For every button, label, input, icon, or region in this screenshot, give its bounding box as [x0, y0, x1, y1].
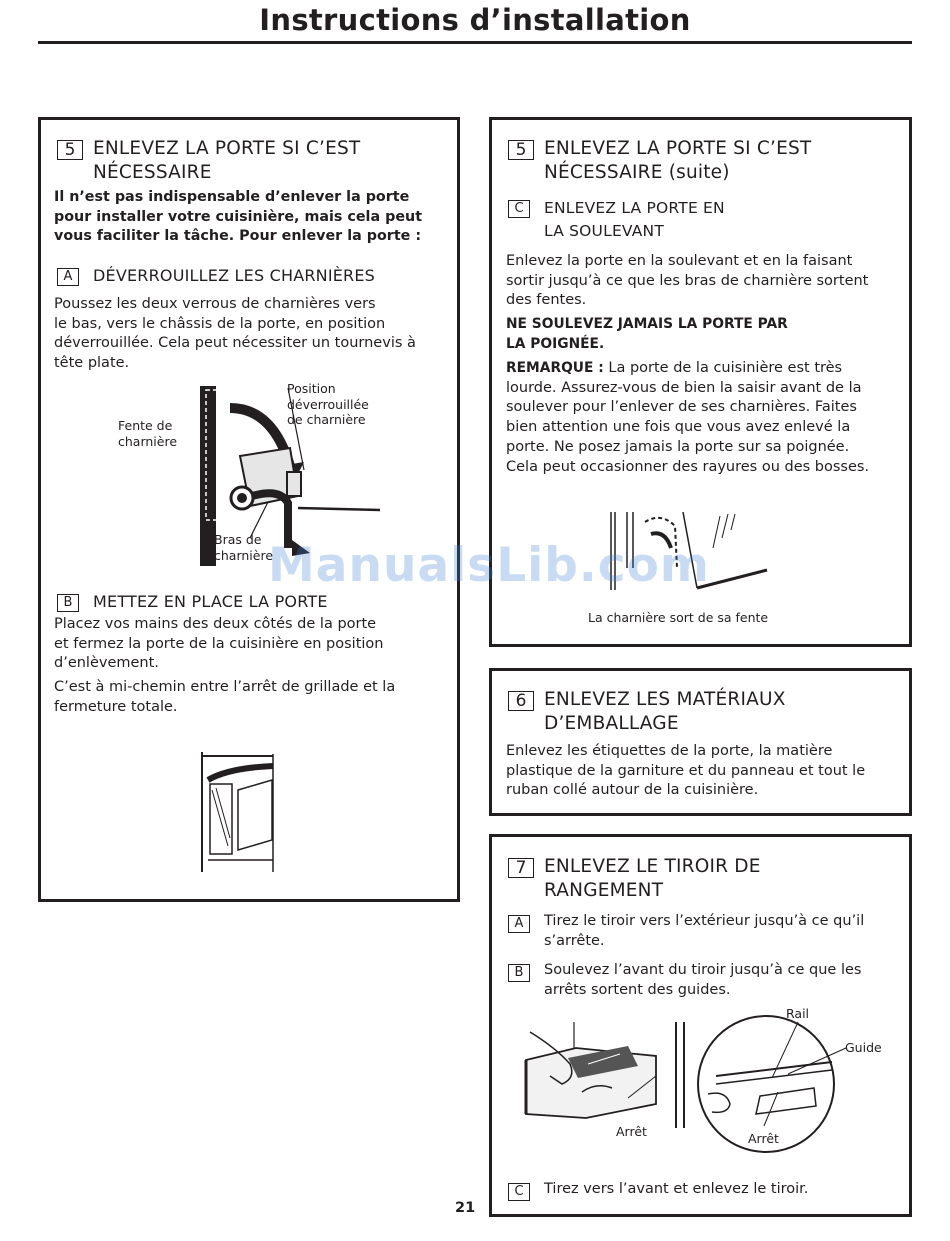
text-line: Soulevez l’avant du tiroir jusqu’à ce que les: [544, 962, 862, 978]
caption-arret-right: Arrêt: [748, 1131, 779, 1146]
caption-line: charnière: [118, 433, 178, 449]
text-line: NE SOULEVEZ JAMAIS LA PORTE PAR: [506, 316, 788, 332]
text-line: Cela peut occasionner des rayures ou des bosses.: [506, 458, 870, 475]
step-title-line: NÉCESSAIRE: [93, 162, 212, 183]
text-line: et fermez la porte de la cuisinière en position: [54, 635, 384, 652]
substep-letter: C: [508, 1183, 530, 1201]
caption-position: [287, 381, 369, 428]
text-line: des fentes.: [506, 292, 587, 309]
substep-b-text: [54, 615, 395, 718]
substep-title-line: ENLEVEZ LA PORTE EN: [544, 199, 725, 217]
intro-text: [54, 188, 422, 247]
substep-text: Tirez vers l’avant et enlevez le tiroir.: [544, 1181, 809, 1197]
step-number: 5: [508, 140, 534, 160]
substep-7b: [508, 961, 861, 1000]
step-5-heading: [57, 137, 360, 185]
step-title: [544, 688, 786, 736]
step-title-line: ENLEVEZ LA PORTE SI C’EST: [93, 138, 361, 159]
caption-line: déverrouillée: [287, 396, 369, 412]
text-line: Enlevez la porte en la soulevant et en la faisant: [506, 253, 853, 269]
drawer-illustration: [516, 1018, 846, 1153]
step-number: 5: [57, 140, 83, 160]
caption-charniere-sort: La charnière sort de sa fente: [588, 610, 769, 625]
page-number: 21: [455, 1200, 476, 1216]
caption-bras: [214, 532, 273, 563]
text-line: le bas, vers le châssis de la porte, en position: [54, 315, 386, 332]
substep-c-heading: [508, 197, 725, 243]
oven-door-illustration: [198, 750, 278, 875]
substep-7c: [508, 1180, 808, 1201]
caption-line: charnière: [214, 547, 274, 563]
text-line: Tirez le tiroir vers l’extérieur jusqu’à ce qu’il: [544, 913, 865, 929]
step-6-heading: [508, 688, 786, 736]
caption-line: de charnière: [287, 412, 366, 427]
substep-7a: [508, 912, 864, 951]
substep-title-line: LA SOULEVANT: [544, 222, 665, 240]
text-line: porte. Ne posez jamais la porte sur sa poignée.: [506, 438, 850, 455]
text-line: lourde. Assurez-vous de bien la saisir avant de la: [506, 379, 862, 396]
substep-letter: B: [57, 594, 79, 612]
text-line: Poussez les deux verrous de charnières vers: [54, 296, 376, 312]
text-line: Il n’est pas indispensable d’enlever la porte: [54, 189, 410, 205]
step-number: 7: [508, 858, 534, 878]
step-title-line: D’EMBALLAGE: [544, 713, 679, 734]
page-title: Instructions d’installation: [259, 3, 691, 37]
text-line: déverrouillée. Cela peut nécessiter un tournevis à: [54, 335, 416, 352]
text-line: plastique de la garniture et du panneau et tout le: [506, 762, 866, 779]
text-line: vous faciliter la tâche. Pour enlever la porte :: [54, 228, 422, 245]
step-title-line: RANGEMENT: [544, 880, 664, 901]
text-line: fermeture totale.: [54, 698, 178, 715]
note-text: [506, 359, 869, 477]
substep-letter: A: [57, 268, 79, 286]
text-line: tête plate.: [54, 355, 130, 372]
substep-text: [544, 912, 864, 951]
substep-title: [544, 197, 725, 243]
watermark: ManualsLib.com: [268, 538, 710, 593]
substep-a-text: [54, 295, 416, 374]
text-line: LA POIGNÉE.: [506, 335, 605, 352]
substep-letter: A: [508, 915, 530, 933]
substep-letter: C: [508, 200, 530, 218]
step-title-line: ENLEVEZ LA PORTE SI C’EST: [544, 138, 812, 159]
text-line: Placez vos mains des deux côtés de la porte: [54, 616, 377, 632]
title-rule: [38, 41, 912, 44]
caption-line: Bras de: [214, 532, 262, 547]
step-number: 6: [508, 691, 534, 711]
step-title: [544, 137, 811, 185]
text-line: sortir jusqu’à ce que les bras de charnière sortent: [506, 272, 869, 289]
step-7-heading: [508, 855, 761, 903]
caption-line: Position: [287, 381, 336, 396]
substep-letter: B: [508, 964, 530, 982]
text-line: pour installer votre cuisinière, mais cela peut: [54, 208, 423, 225]
text-line: bien attention une fois que vous avez enlevé la: [506, 419, 851, 436]
caption-arret-left: Arrêt: [616, 1124, 647, 1139]
substep-c-text: [506, 252, 868, 311]
note-label: REMARQUE :: [506, 360, 604, 376]
caption-rail: Rail: [786, 1006, 810, 1021]
text-line: ruban collé autour de la cuisinière.: [506, 782, 759, 799]
substep-b-heading: [57, 591, 328, 613]
step-title-line: ENLEVEZ LE TIROIR DE: [544, 856, 761, 877]
text-line: arrêts sortent des guides.: [544, 981, 731, 998]
step-5-continued-heading: [508, 137, 811, 185]
text-line: d’enlèvement.: [54, 655, 159, 672]
text-line: Enlevez les étiquettes de la porte, la matière: [506, 743, 833, 759]
step-6-text: [506, 742, 865, 801]
step-title-line: ENLEVEZ LES MATÉRIAUX: [544, 689, 786, 710]
caption-guide: Guide: [845, 1040, 882, 1055]
substep-a-heading: [57, 265, 375, 287]
step-title: [544, 855, 761, 903]
step-title: [93, 137, 360, 185]
caption-fente: [118, 418, 177, 449]
note-line: La porte de la cuisinière est très: [603, 360, 843, 376]
warning-text: [506, 315, 788, 354]
text-line: C’est à mi-chemin entre l’arrêt de grillade et la: [54, 679, 396, 696]
text-line: [506, 359, 869, 379]
step-title-line: NÉCESSAIRE (suite): [544, 162, 730, 183]
caption-line: Fente de: [118, 418, 173, 433]
substep-title: METTEZ EN PLACE LA PORTE: [93, 592, 328, 611]
substep-title: DÉVERROUILLEZ LES CHARNIÈRES: [93, 266, 376, 285]
text-line: soulever pour l’enlever de ses charnières. Faites: [506, 399, 857, 416]
text-line: s’arrête.: [544, 932, 605, 949]
substep-text: [544, 961, 861, 1000]
